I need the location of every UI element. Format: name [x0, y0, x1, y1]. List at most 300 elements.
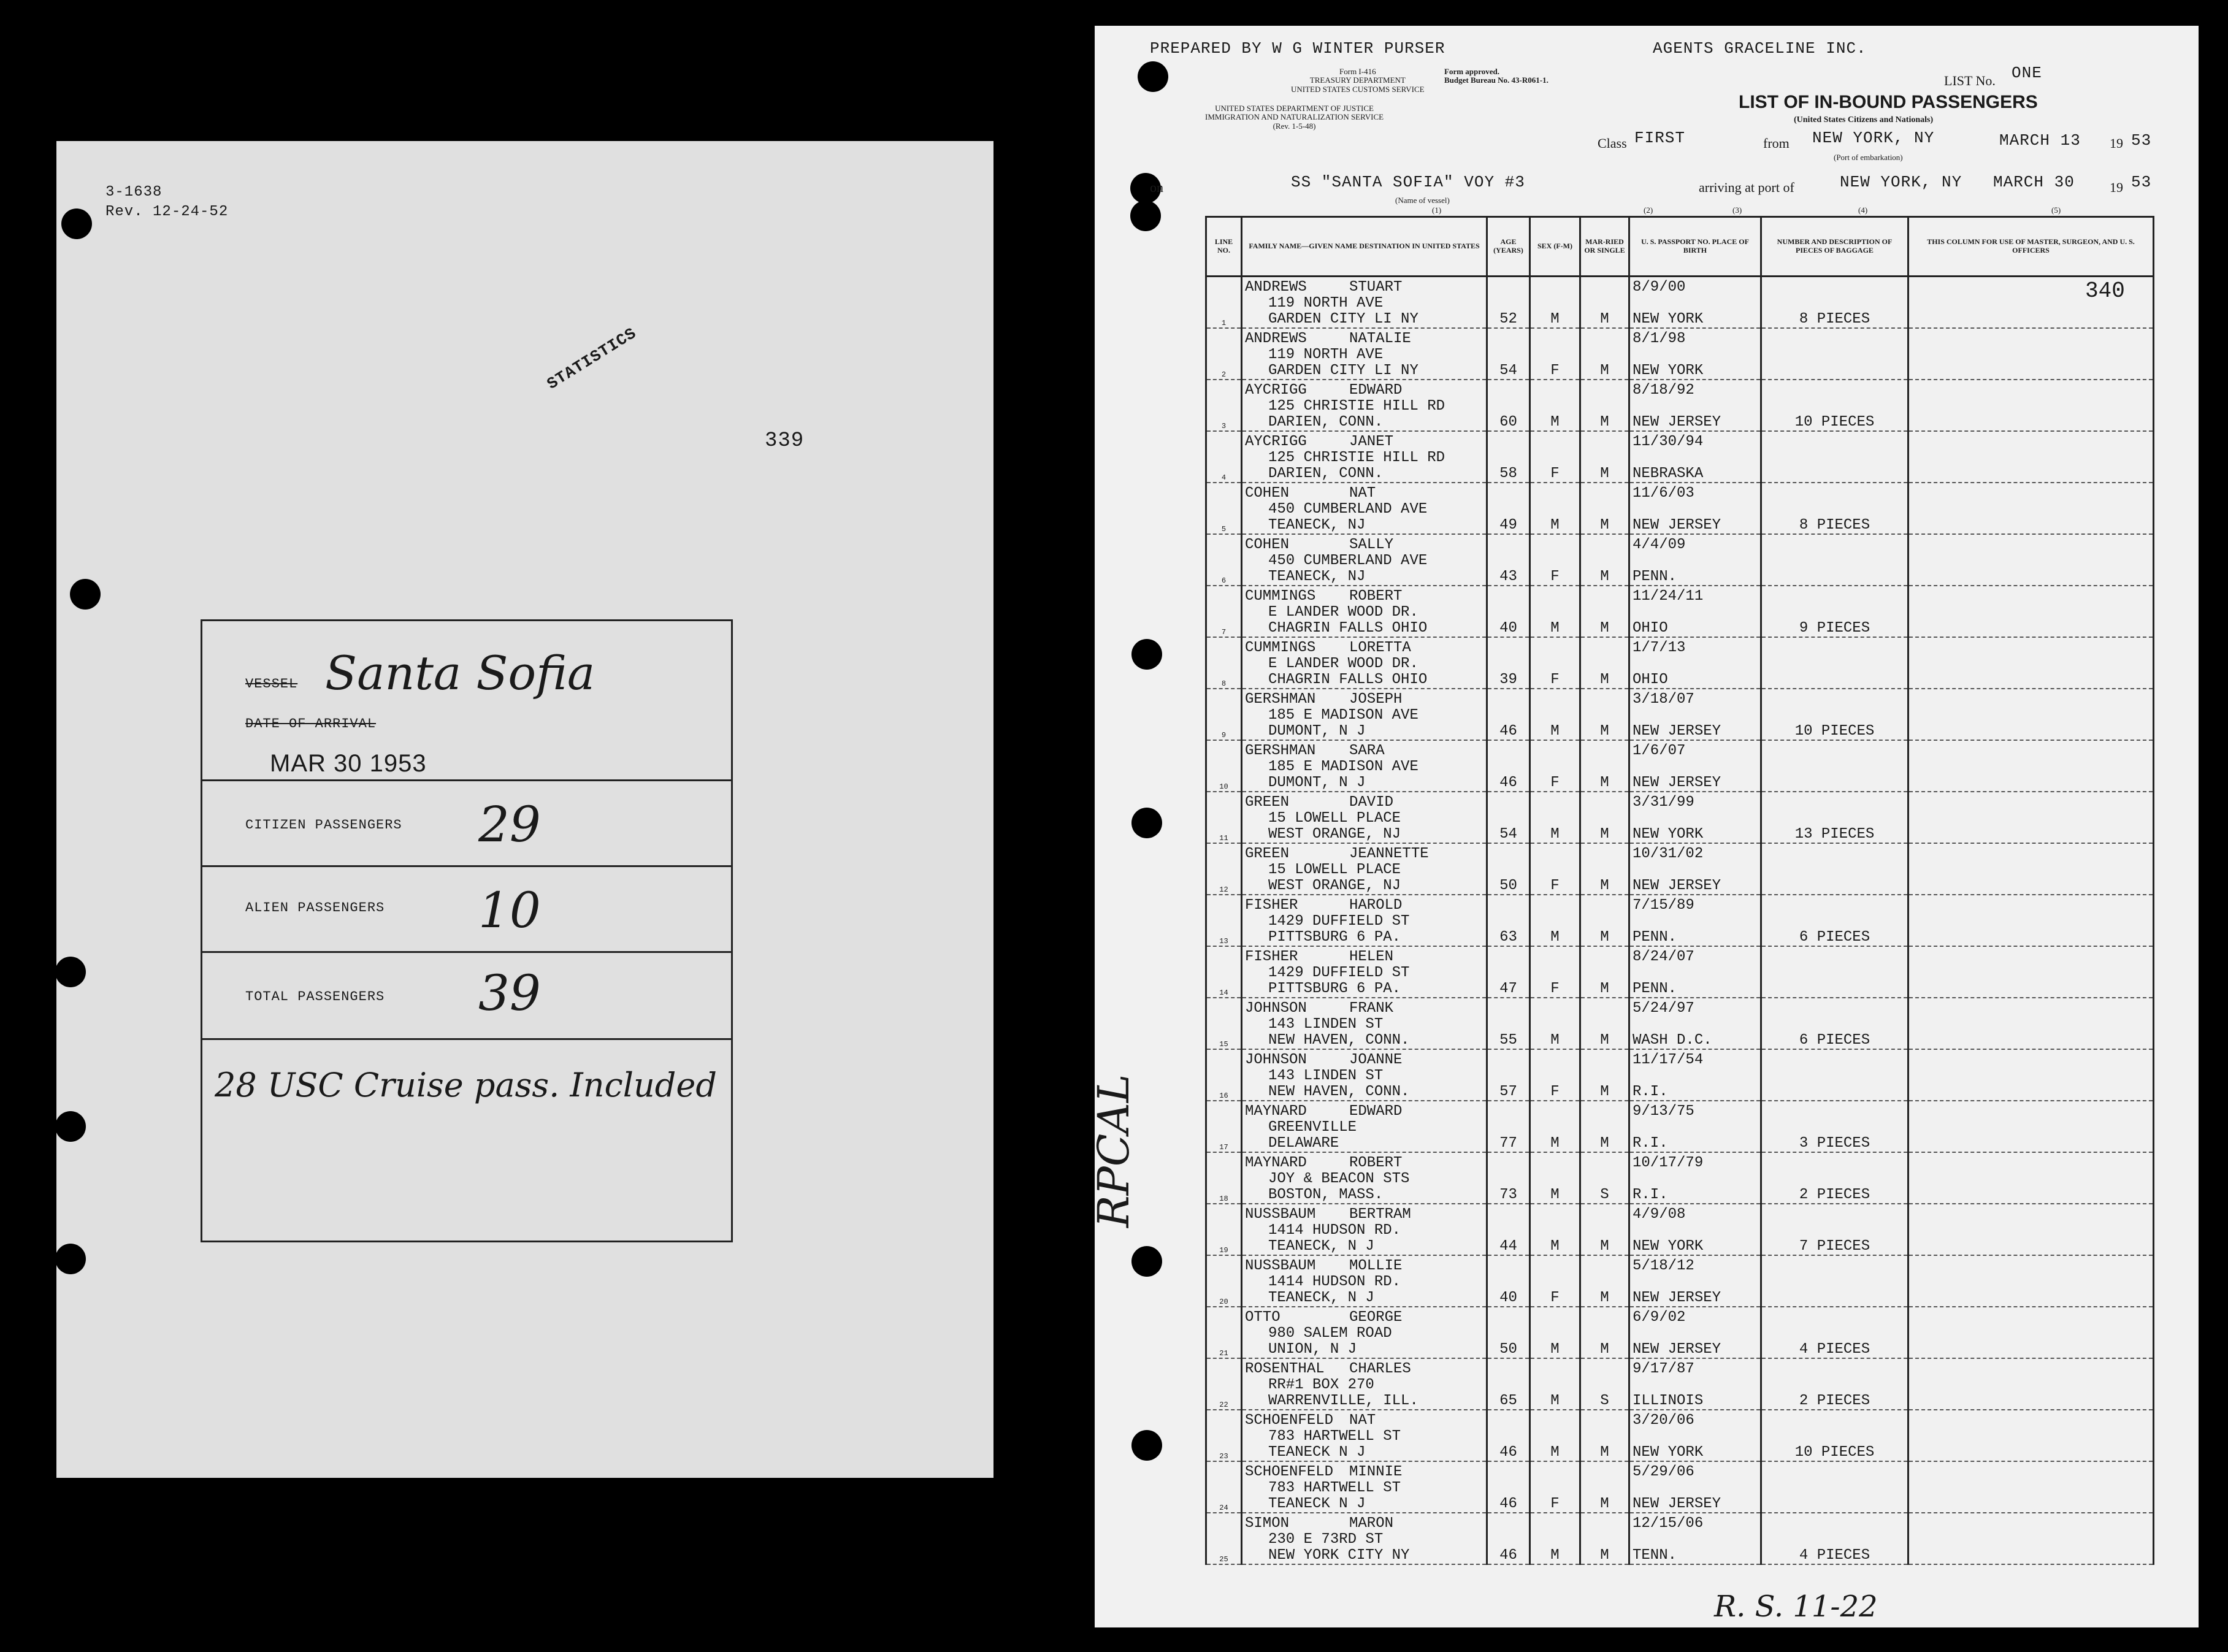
name-line [1245, 589, 1483, 605]
punch-hole [55, 957, 86, 987]
given-name: SALLY [1349, 537, 1394, 553]
line-number: 23 [1206, 1410, 1242, 1461]
baggage [1761, 637, 1908, 689]
form-block: Form I-416 TREASURY DEPARTMENT UNITED STATES CUSTOMS SERVICE [1291, 67, 1425, 94]
column-header-passport: U. S. PASSPORT NO. PLACE OF BIRTH [1629, 217, 1761, 277]
given-name: ROBERT [1349, 1155, 1403, 1171]
birth-date: 5/24/97 [1633, 1000, 1694, 1017]
column-header-sex: SEX (F-M) [1530, 217, 1580, 277]
officer-column [1908, 998, 2154, 1049]
passenger-name-address [1242, 328, 1487, 380]
city-address: TEANECK N J [1268, 1496, 1366, 1512]
line-number: 19 [1206, 1204, 1242, 1255]
family-name: FISHER [1245, 949, 1298, 965]
name-line [1245, 1258, 1483, 1274]
table-row [1206, 1410, 2154, 1461]
port-embarkation-note: (Port of embarkation) [1834, 153, 1903, 162]
age: 50 [1487, 1307, 1530, 1358]
family-name: ROSENTHAL [1245, 1361, 1325, 1377]
marital-status: M [1580, 1461, 1629, 1513]
baggage [1761, 946, 1908, 998]
passport-birth [1629, 1152, 1761, 1204]
age: 58 [1487, 431, 1530, 483]
name-line [1245, 1310, 1483, 1326]
cruise-note: 28 USC Cruise pass. Included [215, 1066, 717, 1104]
table-row [1206, 1307, 2154, 1358]
marital-status: M [1580, 1204, 1629, 1255]
punch-hole [61, 208, 92, 239]
street-address: 15 LOWELL PLACE [1268, 810, 1401, 827]
passport-birth [1629, 740, 1761, 792]
birth-place: WASH D.C. [1633, 1032, 1712, 1049]
punch-hole [1131, 808, 1162, 838]
table-row [1206, 998, 2154, 1049]
passenger-name-address [1242, 277, 1487, 329]
table-row [1206, 431, 2154, 483]
passenger-name-address [1242, 586, 1487, 637]
officer-column [1908, 1255, 2154, 1307]
line-number: 25 [1206, 1513, 1242, 1564]
agents: AGENTS GRACELINE INC. [1653, 39, 1867, 58]
birth-place: PENN. [1633, 568, 1677, 585]
birth-place: TENN. [1633, 1547, 1677, 1564]
given-name: JEANNETTE [1349, 846, 1429, 862]
baggage [1761, 1255, 1908, 1307]
arrival-year: 53 [2131, 173, 2152, 191]
table-row [1206, 534, 2154, 586]
sex: F [1530, 637, 1580, 689]
family-name: SCHOENFELD [1245, 1464, 1334, 1480]
age: 54 [1487, 328, 1530, 380]
passport-birth [1629, 1307, 1761, 1358]
family-name: MAYNARD [1245, 1155, 1307, 1171]
punch-hole [1130, 201, 1161, 231]
passenger-name-address [1242, 1255, 1487, 1307]
birth-date: 10/31/02 [1633, 846, 1704, 862]
age: 46 [1487, 1410, 1530, 1461]
table-header-row [1206, 217, 2154, 277]
passport-birth [1629, 1358, 1761, 1410]
marital-status: M [1580, 586, 1629, 637]
name-line [1245, 1361, 1483, 1377]
age: 49 [1487, 483, 1530, 534]
officer-column [1908, 1513, 2154, 1564]
passport-birth [1629, 637, 1761, 689]
street-address: 1414 HUDSON RD. [1268, 1222, 1401, 1239]
line-number: 4 [1206, 431, 1242, 483]
marital-status: M [1580, 998, 1629, 1049]
table-row [1206, 328, 2154, 380]
family-name: GERSHMAN [1245, 743, 1316, 759]
sex: F [1530, 843, 1580, 895]
passport-birth [1629, 1513, 1761, 1564]
family-name: JOHNSON [1245, 1000, 1307, 1017]
birth-place: NEW YORK [1633, 362, 1704, 379]
passport-birth [1629, 277, 1761, 329]
alien-passengers-value: 10 [478, 882, 541, 939]
baggage: 8 PIECES [1761, 277, 1908, 329]
birth-place: NEW JERSEY [1633, 414, 1721, 430]
passenger-name-address [1242, 740, 1487, 792]
name-line [1245, 692, 1483, 708]
arrival-year-prefix: 19 [2110, 180, 2123, 195]
officer-column [1908, 534, 2154, 586]
birth-place: NEW JERSEY [1633, 774, 1721, 791]
street-address: RR#1 BOX 270 [1268, 1377, 1374, 1393]
age: 46 [1487, 1513, 1530, 1564]
passenger-name-address [1242, 1461, 1487, 1513]
table-row [1206, 1255, 2154, 1307]
given-name: HAROLD [1349, 897, 1403, 914]
baggage: 9 PIECES [1761, 586, 1908, 637]
family-name: FISHER [1245, 897, 1298, 914]
marital-status: M [1580, 689, 1629, 740]
passport-birth [1629, 843, 1761, 895]
sex: F [1530, 1049, 1580, 1101]
marital-status: M [1580, 1255, 1629, 1307]
age: 77 [1487, 1101, 1530, 1152]
passenger-name-address [1242, 998, 1487, 1049]
passenger-name-address [1242, 1152, 1487, 1204]
baggage [1761, 328, 1908, 380]
sex: M [1530, 277, 1580, 329]
passenger-name-address [1242, 637, 1487, 689]
passenger-name-address [1242, 1513, 1487, 1564]
given-name: JANET [1349, 434, 1394, 450]
table-row [1206, 895, 2154, 946]
passenger-manifest-sheet [1089, 26, 2199, 1627]
street-address: 230 E 73RD ST [1268, 1531, 1384, 1548]
city-address: TEANECK, N J [1268, 1290, 1374, 1306]
from-year: 53 [2131, 131, 2152, 150]
line-number: 3 [1206, 380, 1242, 431]
street-address: GREENVILLE [1268, 1119, 1357, 1136]
age: 46 [1487, 689, 1530, 740]
birth-place: NEW JERSEY [1633, 1496, 1721, 1512]
given-name: ROBERT [1349, 588, 1403, 605]
class-label: Class [1598, 136, 1627, 151]
name-line [1245, 537, 1483, 553]
line-number: 18 [1206, 1152, 1242, 1204]
officer-column [1908, 689, 2154, 740]
table-row [1206, 843, 2154, 895]
from-label: from [1763, 136, 1790, 151]
vessel-name: SS "SANTA SOFIA" VOY #3 [1291, 173, 1525, 191]
line-number: 10 [1206, 740, 1242, 792]
form-code: 3-1638 [105, 184, 163, 201]
passport-birth [1629, 1410, 1761, 1461]
officer-column [1908, 1358, 2154, 1410]
birth-date: 11/6/03 [1633, 485, 1694, 502]
sex: M [1530, 1410, 1580, 1461]
passenger-name-address [1242, 534, 1487, 586]
passport-birth [1629, 586, 1761, 637]
sex: F [1530, 946, 1580, 998]
family-name: SIMON [1245, 1515, 1290, 1532]
baggage: 7 PIECES [1761, 1204, 1908, 1255]
birth-date: 4/9/08 [1633, 1206, 1686, 1223]
officer-column [1908, 1152, 2154, 1204]
name-line [1245, 743, 1483, 759]
marital-status: S [1580, 1152, 1629, 1204]
street-address: 1429 DUFFIELD ST [1268, 913, 1410, 930]
table-row [1206, 1152, 2154, 1204]
baggage [1761, 534, 1908, 586]
arriving-label: arriving at port of [1699, 180, 1794, 195]
manifest-subtitle: (United States Citizens and Nationals) [1794, 115, 1934, 124]
city-address: CHAGRIN FALLS OHIO [1268, 620, 1428, 637]
marital-status: M [1580, 792, 1629, 843]
table-row [1206, 689, 2154, 740]
passenger-name-address [1242, 792, 1487, 843]
city-address: PITTSBURG 6 PA. [1268, 929, 1401, 946]
street-address: 185 E MADISON AVE [1268, 759, 1418, 775]
age: 43 [1487, 534, 1530, 586]
from-port: NEW YORK, NY [1812, 129, 1935, 147]
sex: F [1530, 534, 1580, 586]
officer-column [1908, 1101, 2154, 1152]
birth-date: 12/15/06 [1633, 1515, 1704, 1532]
street-address: 143 LINDEN ST [1268, 1068, 1384, 1084]
name-line [1245, 640, 1483, 656]
sex: M [1530, 586, 1580, 637]
passenger-name-address [1242, 1049, 1487, 1101]
table-row [1206, 792, 2154, 843]
table-row [1206, 380, 2154, 431]
table-row [1206, 1461, 2154, 1513]
arrival-date: MARCH 30 [1993, 173, 2075, 191]
age: 60 [1487, 380, 1530, 431]
birth-place: PENN. [1633, 929, 1677, 946]
column-header-married: MAR-RIED OR SINGLE [1580, 217, 1629, 277]
punch-hole [1131, 1246, 1162, 1277]
birth-place: NEW YORK [1633, 311, 1704, 327]
family-name: NUSSBAUM [1245, 1206, 1316, 1223]
birth-date: 10/17/79 [1633, 1155, 1704, 1171]
column-header-officers: THIS COLUMN FOR USE OF MASTER, SURGEON, AND U. S. OFFICERS [1908, 217, 2154, 277]
arrival-port: NEW YORK, NY [1840, 173, 1962, 191]
column-number: (3) [1732, 205, 1742, 215]
name-line [1245, 898, 1483, 914]
table-row [1206, 1204, 2154, 1255]
column-number: (1) [1432, 205, 1442, 215]
list-label: LIST No. [1944, 73, 1996, 88]
city-address: GARDEN CITY LI NY [1268, 362, 1418, 379]
marital-status: M [1580, 843, 1629, 895]
passenger-name-address [1242, 1307, 1487, 1358]
vessel-label: VESSEL [245, 676, 298, 692]
family-name: GERSHMAN [1245, 691, 1316, 708]
marital-status: M [1580, 380, 1629, 431]
officer-column [1908, 895, 2154, 946]
doj-block: UNITED STATES DEPARTMENT OF JUSTICE IMMIGRATION AND NATURALIZATION SERVICE (Rev. 1-5-48) [1205, 104, 1384, 131]
line-number: 14 [1206, 946, 1242, 998]
given-name: JOSEPH [1349, 691, 1403, 708]
birth-place: R.I. [1633, 1187, 1668, 1203]
line-number: 5 [1206, 483, 1242, 534]
sex: M [1530, 1101, 1580, 1152]
name-line [1245, 846, 1483, 862]
alien-passengers-label: ALIEN PASSENGERS [245, 900, 385, 916]
birth-date: 3/18/07 [1633, 691, 1694, 708]
birth-place: NEW YORK [1633, 1238, 1704, 1255]
passenger-name-address [1242, 431, 1487, 483]
passenger-name-address [1242, 843, 1487, 895]
line-number: 8 [1206, 637, 1242, 689]
age: 55 [1487, 998, 1530, 1049]
officer-column [1908, 431, 2154, 483]
sex: M [1530, 1204, 1580, 1255]
passport-birth [1629, 792, 1761, 843]
passenger-table [1205, 216, 2154, 1565]
name-line [1245, 1001, 1483, 1017]
passport-birth [1629, 483, 1761, 534]
street-address: 119 NORTH AVE [1268, 346, 1384, 363]
given-name: SARA [1349, 743, 1385, 759]
street-address: 125 CHRISTIE HILL RD [1268, 449, 1445, 466]
street-address: 15 LOWELL PLACE [1268, 862, 1401, 878]
age: 50 [1487, 843, 1530, 895]
marital-status: M [1580, 277, 1629, 329]
birth-place: PENN. [1633, 981, 1677, 997]
city-address: GARDEN CITY LI NY [1268, 311, 1418, 327]
age: 46 [1487, 740, 1530, 792]
city-address: PITTSBURG 6 PA. [1268, 981, 1401, 997]
age: 40 [1487, 1255, 1530, 1307]
line-number: 1 [1206, 277, 1242, 329]
punch-hole [70, 579, 101, 610]
officer-page-count: 340 [2085, 278, 2125, 304]
list-value: ONE [2012, 64, 2042, 82]
sex: F [1530, 740, 1580, 792]
name-line [1245, 1464, 1483, 1480]
passport-birth [1629, 1049, 1761, 1101]
passport-birth [1629, 689, 1761, 740]
birth-date: 5/18/12 [1633, 1258, 1694, 1274]
passenger-name-address [1242, 689, 1487, 740]
family-name: MAYNARD [1245, 1103, 1307, 1120]
line-number: 12 [1206, 843, 1242, 895]
passenger-name-address [1242, 946, 1487, 998]
sex: M [1530, 1358, 1580, 1410]
birth-place: OHIO [1633, 671, 1668, 688]
birth-date: 11/17/54 [1633, 1052, 1704, 1068]
birth-date: 1/6/07 [1633, 743, 1686, 759]
marital-status: M [1580, 431, 1629, 483]
baggage [1761, 1461, 1908, 1513]
baggage: 6 PIECES [1761, 895, 1908, 946]
family-name: CUMMINGS [1245, 640, 1316, 656]
sex: F [1530, 1461, 1580, 1513]
baggage: 6 PIECES [1761, 998, 1908, 1049]
total-passengers-value: 39 [478, 965, 541, 1022]
name-line [1245, 280, 1483, 296]
name-line [1245, 331, 1483, 347]
officer-column [1908, 946, 2154, 998]
marital-status: M [1580, 483, 1629, 534]
sex: M [1530, 1152, 1580, 1204]
line-number: 9 [1206, 689, 1242, 740]
table-row [1206, 1101, 2154, 1152]
punch-hole [1131, 639, 1162, 670]
column-header-baggage: NUMBER AND DESCRIPTION OF PIECES OF BAGGAGE [1761, 217, 1908, 277]
city-address: WEST ORANGE, NJ [1268, 826, 1401, 843]
passenger-name-address [1242, 1410, 1487, 1461]
city-address: DELAWARE [1268, 1135, 1339, 1152]
street-address: 783 HARTWELL ST [1268, 1480, 1401, 1496]
birth-place: R.I. [1633, 1135, 1668, 1152]
street-address: JOY & BEACON STS [1268, 1171, 1410, 1187]
margin-annotation: RPCAL [1089, 1074, 1139, 1228]
birth-date: 8/24/07 [1633, 949, 1694, 965]
citizen-passengers-label: CITIZEN PASSENGERS [245, 817, 402, 833]
officer-column [1908, 1049, 2154, 1101]
birth-date: 9/13/75 [1633, 1103, 1694, 1120]
birth-place: NEW JERSEY [1633, 517, 1721, 533]
line-number: 24 [1206, 1461, 1242, 1513]
age: 44 [1487, 1204, 1530, 1255]
given-name: NAT [1349, 485, 1376, 502]
given-name: MINNIE [1349, 1464, 1403, 1480]
family-name: NUSSBAUM [1245, 1258, 1316, 1274]
name-line [1245, 1516, 1483, 1532]
city-address: WARRENVILLE, ILL. [1268, 1393, 1418, 1409]
table-row [1206, 637, 2154, 689]
passport-birth [1629, 1255, 1761, 1307]
street-address: 450 CUMBERLAND AVE [1268, 553, 1428, 569]
passenger-name-address [1242, 1101, 1487, 1152]
city-address: DUMONT, N J [1268, 723, 1366, 740]
birth-place: OHIO [1633, 620, 1668, 637]
passport-birth [1629, 998, 1761, 1049]
table-row [1206, 586, 2154, 637]
passport-birth [1629, 946, 1761, 998]
line-number: 20 [1206, 1255, 1242, 1307]
family-name: OTTO [1245, 1309, 1281, 1326]
class-value: FIRST [1634, 129, 1686, 147]
line-number: 7 [1206, 586, 1242, 637]
marital-status: M [1580, 1049, 1629, 1101]
family-name: COHEN [1245, 485, 1290, 502]
birth-date: 6/9/02 [1633, 1309, 1686, 1326]
baggage: 13 PIECES [1761, 792, 1908, 843]
birth-place: NEW JERSEY [1633, 723, 1721, 740]
city-address: DARIEN, CONN. [1268, 465, 1384, 482]
city-address: DARIEN, CONN. [1268, 414, 1384, 430]
birth-place: R.I. [1633, 1084, 1668, 1100]
street-address: 1429 DUFFIELD ST [1268, 965, 1410, 981]
family-name: ANDREWS [1245, 279, 1307, 296]
table-row [1206, 740, 2154, 792]
statistics-stamp: STATISTICS [543, 324, 640, 394]
marital-status: M [1580, 1410, 1629, 1461]
street-address: 143 LINDEN ST [1268, 1016, 1384, 1033]
prepared-by: PREPARED BY W G WINTER PURSER [1150, 39, 1445, 58]
divider [202, 779, 731, 781]
baggage: 2 PIECES [1761, 1358, 1908, 1410]
table-row [1206, 1358, 2154, 1410]
given-name: EDWARD [1349, 1103, 1403, 1120]
name-line [1245, 434, 1483, 450]
birth-date: 3/20/06 [1633, 1412, 1694, 1429]
birth-date: 8/1/98 [1633, 331, 1686, 347]
date-of-arrival-value: MAR 30 1953 [270, 750, 427, 777]
baggage: 10 PIECES [1761, 1410, 1908, 1461]
street-address: 980 SALEM ROAD [1268, 1325, 1392, 1342]
baggage: 2 PIECES [1761, 1152, 1908, 1204]
marital-status: S [1580, 1358, 1629, 1410]
sex: M [1530, 483, 1580, 534]
